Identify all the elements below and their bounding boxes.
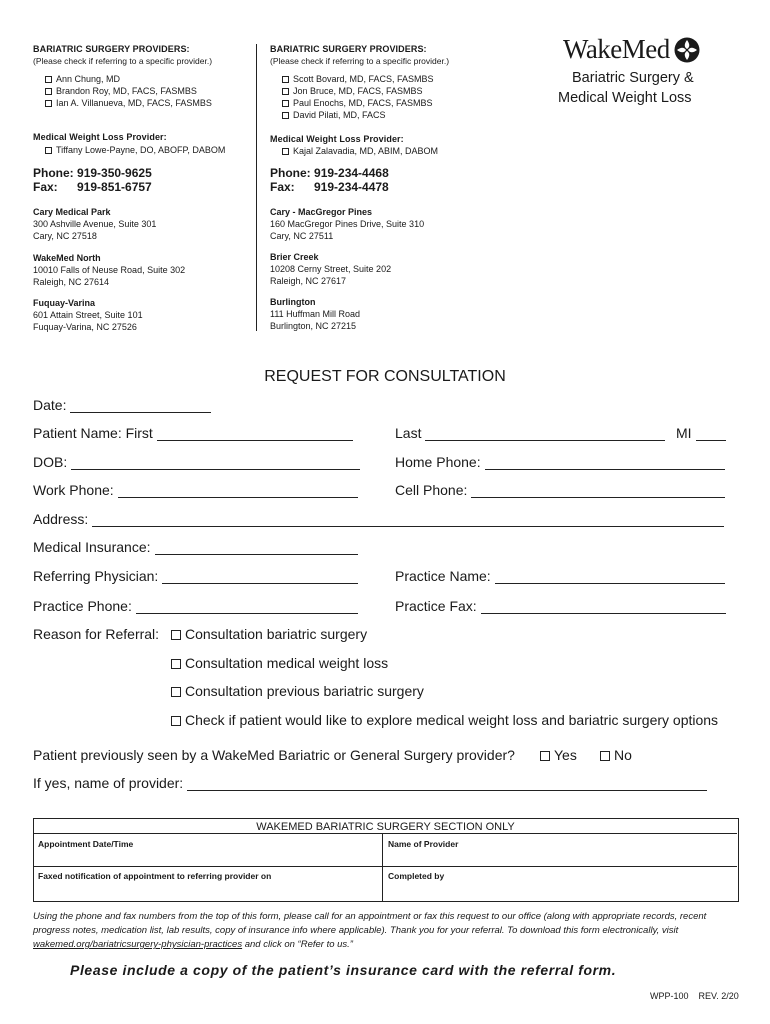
- faxed-cell[interactable]: Faxed notification of appointment to referring provider on: [38, 871, 272, 881]
- checkbox[interactable]: [45, 147, 52, 154]
- left-mwl-title: Medical Weight Loss Provider:: [33, 132, 167, 142]
- practice-fax-input[interactable]: [481, 599, 726, 614]
- download-link[interactable]: wakemed.org/bariatricsurgery-physician-practices: [33, 939, 243, 950]
- right-providers-subtitle: (Please check if referring to a specific provider.): [270, 56, 450, 66]
- practice-name-input[interactable]: [495, 569, 725, 584]
- provider-option[interactable]: Jon Bruce, MD, FACS, FASMBS: [282, 85, 434, 97]
- left-location: WakeMed North 10010 Falls of Neuse Road, Suite 302 Raleigh, NC 27614: [33, 253, 186, 287]
- form-title: REQUEST FOR CONSULTATION: [264, 368, 506, 385]
- provider-option[interactable]: David Pilati, MD, FACS: [282, 109, 434, 121]
- left-provider-list: [45, 73, 212, 109]
- cell-phone-input[interactable]: [471, 483, 725, 498]
- dob-field[interactable]: DOB:: [33, 454, 360, 470]
- right-phone: Phone: 919-234-4468: [270, 166, 389, 180]
- appointment-cell[interactable]: Appointment Date/Time: [38, 839, 134, 849]
- checkbox[interactable]: [171, 687, 181, 697]
- section-title: WAKEMED BARIATRIC SURGERY SECTION ONLY: [256, 821, 515, 833]
- left-location: Fuquay-Varina 601 Attain Street, Suite 101 Fuquay-Varina, NC 27526: [33, 298, 143, 332]
- reason-option[interactable]: Consultation medical weight loss: [171, 655, 388, 671]
- brand-line1: Bariatric Surgery &: [572, 70, 694, 86]
- right-location: Brier Creek 10208 Cerny Street, Suite 202 Raleigh, NC 27617: [270, 252, 392, 286]
- form-code: WPP-100 REV. 2/20: [650, 991, 739, 1001]
- section-divider: [382, 833, 383, 901]
- checkbox[interactable]: [171, 716, 181, 726]
- first-name-input[interactable]: [157, 426, 353, 441]
- insurance-card-reminder: Please include a copy of the patient’s insurance card with the referral form.: [70, 962, 617, 978]
- right-fax: Fax: 919-234-4478: [270, 180, 389, 194]
- address-field[interactable]: Address:: [33, 511, 724, 527]
- work-phone-input[interactable]: [118, 483, 358, 498]
- checkbox[interactable]: [540, 751, 550, 761]
- practice-phone-field[interactable]: Practice Phone:: [33, 598, 358, 614]
- checkbox[interactable]: [45, 100, 52, 107]
- instructions-note: Using the phone and fax numbers from the top of this form, please call for an appointment or fax this request to our office (along with appropriate records, recent progress notes, medication list, lab results, copy of insurance info where applicable). Thank you for your referral. To download this form electronically, visit wakemed.org/bariatricsurgery-physician-practices and click on “Refer to us.”: [33, 911, 707, 950]
- last-name-field[interactable]: Last: [395, 425, 665, 441]
- home-phone-input[interactable]: [485, 455, 725, 470]
- provider-option[interactable]: Scott Bovard, MD, FACS, FASMBS: [282, 73, 434, 85]
- internal-section-table: [33, 818, 739, 902]
- left-providers-subtitle: (Please check if referring to a specific provider.): [33, 56, 213, 66]
- address-input[interactable]: [92, 512, 724, 527]
- left-providers-title: BARIATRIC SURGERY PROVIDERS:: [33, 44, 190, 54]
- checkbox[interactable]: [600, 751, 610, 761]
- provider-cell[interactable]: Name of Provider: [388, 839, 459, 849]
- reason-option[interactable]: Consultation previous bariatric surgery: [171, 683, 424, 699]
- previously-seen-question: Patient previously seen by a WakeMed Bariatric or General Surgery provider?: [33, 747, 515, 763]
- referring-physician-field[interactable]: Referring Physician:: [33, 568, 358, 584]
- section-divider: [34, 833, 737, 834]
- mi-input[interactable]: [696, 426, 726, 441]
- reason-label: Reason for Referral:: [33, 626, 160, 642]
- left-fax: Fax: 919-851-6757: [33, 180, 152, 194]
- checkbox[interactable]: [45, 88, 52, 95]
- brand-line2: Medical Weight Loss: [558, 90, 692, 106]
- reason-option[interactable]: Consultation bariatric surgery: [171, 626, 367, 642]
- logo-mark-icon: [674, 37, 700, 63]
- right-mwl-title: Medical Weight Loss Provider:: [270, 134, 404, 144]
- practice-phone-input[interactable]: [136, 599, 358, 614]
- no-option[interactable]: No: [600, 747, 632, 763]
- provider-option[interactable]: Ian A. Villanueva, MD, FACS, FASMBS: [45, 97, 212, 109]
- date-field[interactable]: Date:: [33, 397, 211, 413]
- completed-cell[interactable]: Completed by: [388, 871, 445, 881]
- left-phone: Phone: 919-350-9625: [33, 166, 152, 180]
- left-location: Cary Medical Park 300 Ashville Avenue, Suite 301 Cary, NC 27518: [33, 207, 157, 241]
- provider-name-input[interactable]: [187, 776, 707, 791]
- work-phone-field[interactable]: Work Phone:: [33, 482, 358, 498]
- right-providers-title: BARIATRIC SURGERY PROVIDERS:: [270, 44, 427, 54]
- provider-name-field[interactable]: If yes, name of provider:: [33, 775, 707, 791]
- practice-fax-field[interactable]: Practice Fax:: [395, 598, 726, 614]
- right-provider-list: [282, 73, 434, 121]
- checkbox[interactable]: [282, 76, 289, 83]
- provider-option[interactable]: Brandon Roy, MD, FACS, FASMBS: [45, 85, 212, 97]
- checkbox[interactable]: [282, 100, 289, 107]
- date-input[interactable]: [70, 398, 211, 413]
- last-name-input[interactable]: [425, 426, 665, 441]
- referring-physician-input[interactable]: [162, 569, 358, 584]
- home-phone-field[interactable]: Home Phone:: [395, 454, 725, 470]
- right-mwl-option[interactable]: Kajal Zalavadia, MD, ABIM, DABOM: [282, 145, 438, 157]
- reason-option[interactable]: Check if patient would like to explore medical weight loss and bariatric surgery options: [171, 712, 718, 728]
- mi-field[interactable]: MI: [676, 425, 726, 441]
- checkbox[interactable]: [282, 148, 289, 155]
- provider-option[interactable]: Ann Chung, MD: [45, 73, 212, 85]
- first-name-field[interactable]: Patient Name: First: [33, 425, 353, 441]
- checkbox[interactable]: [45, 76, 52, 83]
- left-mwl-option[interactable]: Tiffany Lowe-Payne, DO, ABOFP, DABOM: [45, 144, 225, 156]
- dob-input[interactable]: [71, 455, 360, 470]
- checkbox[interactable]: [282, 88, 289, 95]
- wakemed-logo: WakeMed: [563, 34, 700, 65]
- checkbox[interactable]: [171, 659, 181, 669]
- practice-name-field[interactable]: Practice Name:: [395, 568, 725, 584]
- insurance-input[interactable]: [155, 540, 358, 555]
- column-divider: [256, 44, 257, 331]
- insurance-field[interactable]: Medical Insurance:: [33, 539, 358, 555]
- checkbox[interactable]: [171, 630, 181, 640]
- right-location: Cary - MacGregor Pines 160 MacGregor Pines Drive, Suite 310 Cary, NC 27511: [270, 207, 425, 241]
- right-location: Burlington 111 Huffman Mill Road Burlington, NC 27215: [270, 297, 361, 331]
- cell-phone-field[interactable]: Cell Phone:: [395, 482, 725, 498]
- provider-option[interactable]: Paul Enochs, MD, FACS, FASMBS: [282, 97, 434, 109]
- yes-option[interactable]: Yes: [540, 747, 577, 763]
- checkbox[interactable]: [282, 112, 289, 119]
- section-divider: [34, 866, 737, 867]
